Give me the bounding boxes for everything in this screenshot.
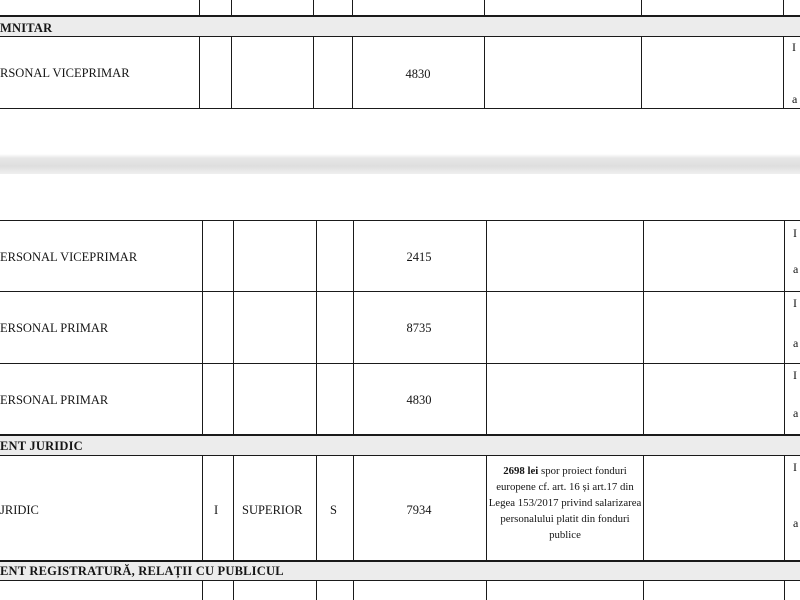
col-divider <box>202 456 203 561</box>
col-divider <box>783 37 784 109</box>
section-title: MNITAR <box>0 21 53 35</box>
section-band <box>0 17 800 36</box>
salary-cell: 4830 <box>406 393 432 407</box>
bonus-description: spor proiect fonduri europene cf. art. 16 și art.17 din Legea 153/2017 privind salarizarea personalului platit din fonduri publice <box>488 465 642 541</box>
col-divider <box>643 581 644 600</box>
document-page-top <box>0 0 800 110</box>
page-separator <box>0 110 800 174</box>
cut-off-text: I <box>793 368 797 382</box>
section-title: ENT REGISTRATURĂ, RELAȚII CU PUBLICUL <box>0 564 284 578</box>
section-title: ENT JURIDIC <box>0 439 83 453</box>
section-band <box>0 436 800 455</box>
salary-cell: 4830 <box>405 67 431 81</box>
col-divider <box>233 456 234 561</box>
col-divider <box>316 456 317 561</box>
col-divider <box>643 456 644 561</box>
table-rule <box>0 363 800 364</box>
col-divider <box>353 581 354 600</box>
col-divider <box>316 221 317 434</box>
function-cell: ERSONAL PRIMAR <box>0 321 109 335</box>
col-divider <box>641 37 642 109</box>
col-divider <box>784 456 785 561</box>
cut-off-text: a <box>792 92 798 106</box>
cut-off-text: I <box>793 460 797 474</box>
col-divider <box>783 0 784 16</box>
col-divider <box>352 0 353 16</box>
function-cell: ERSONAL PRIMAR <box>0 393 109 407</box>
cut-off-text: a <box>793 406 799 420</box>
col-divider <box>486 221 487 434</box>
salary-cell: 7934 <box>406 503 432 517</box>
col-divider <box>316 581 317 600</box>
cut-off-text: I <box>792 40 796 54</box>
col-divider <box>313 0 314 16</box>
col-divider <box>484 0 485 16</box>
function-cell: ERSONAL VICEPRIMAR <box>0 250 138 264</box>
table-rule <box>0 108 800 109</box>
col-divider <box>641 0 642 16</box>
col-divider <box>199 0 200 16</box>
cut-off-text: a <box>793 516 799 530</box>
col-divider <box>233 221 234 434</box>
col-divider <box>784 221 785 434</box>
table-rule <box>0 36 800 37</box>
table-rule <box>0 455 800 456</box>
col-divider <box>202 221 203 434</box>
col-divider <box>199 37 200 109</box>
col-divider <box>231 0 232 16</box>
cut-off-text: a <box>793 336 799 350</box>
studies-cell: S <box>330 503 337 517</box>
col-divider <box>784 581 785 600</box>
col-divider <box>486 581 487 600</box>
col-divider <box>313 37 314 109</box>
function-cell: JRIDIC <box>0 503 39 517</box>
col-divider <box>486 456 487 561</box>
document-page-bottom <box>0 174 800 600</box>
col-divider <box>202 581 203 600</box>
function-cell: RSONAL VICEPRIMAR <box>0 66 130 80</box>
cut-off-text: I <box>793 296 797 310</box>
table-rule <box>0 580 800 581</box>
col-divider <box>231 37 232 109</box>
col-divider <box>233 581 234 600</box>
table-rule <box>0 291 800 292</box>
salary-cell: 8735 <box>406 321 432 335</box>
bonus-amount: 2698 lei <box>503 465 539 477</box>
grade-cell: I <box>214 503 219 517</box>
salary-bonus-note <box>488 463 642 543</box>
cut-off-text: a <box>793 262 799 276</box>
table-rule <box>0 220 800 221</box>
col-divider <box>643 221 644 434</box>
cut-off-text: I <box>793 226 797 240</box>
level-cell: SUPERIOR <box>242 503 303 517</box>
col-divider <box>484 37 485 109</box>
salary-cell: 2415 <box>406 250 432 264</box>
